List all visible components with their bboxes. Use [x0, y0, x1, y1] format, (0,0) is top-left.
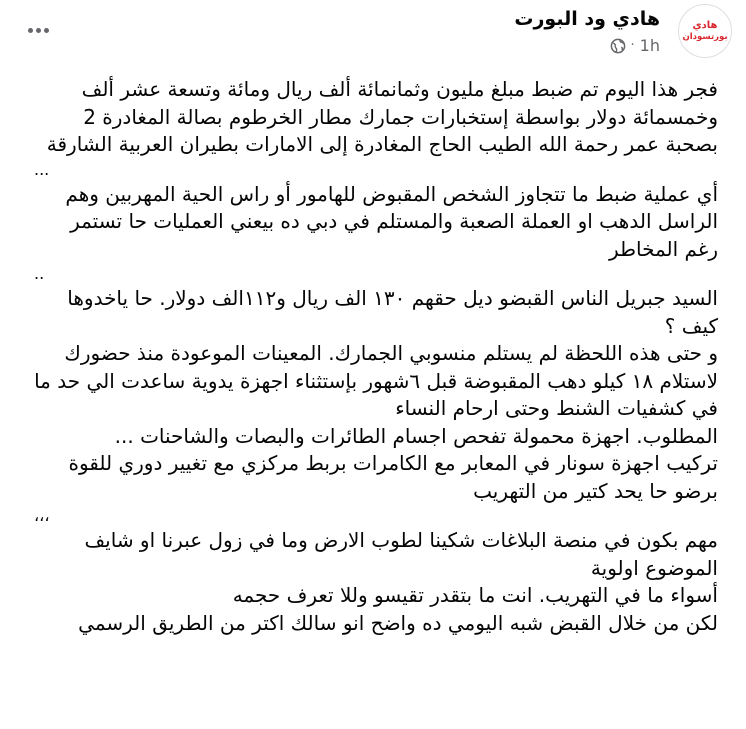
post-text: [34, 76, 718, 637]
post-paragraph: تركيب اجهزة سونار في المعابر مع الكامرات بربط مركزي مع تغيير دوري للقوة برضو حا يحد كتير من التهريب: [68, 451, 718, 503]
post-paragraph: أسواء ما في التهريب. انت ما بتقدر تقيسو وللا تعرف حجمه: [232, 583, 718, 607]
post-header: [0, 0, 746, 66]
post-meta: [514, 36, 660, 55]
post-paragraph: مهم بكون في منصة البلاغات شكينا لطوب الارض وما في زول عبرنا او شايف الموضوع اولوية: [84, 528, 718, 580]
post-paragraph: أي عملية ضبط ما تتجاوز الشخص المقبوض للهامور أو راس الحية المهربين وهم الراسل الدهب او العملة الصعبة والمستلم في دبي ده بيعني العمليات حا تستمر رغم المخاطر: [65, 181, 718, 261]
more-options-button[interactable]: [20, 12, 56, 48]
post-paragraph: و حتى هذه اللحظة لم يستلم منسوبي الجمارك. المعينات الموعودة منذ حضورك لاستلام ١٨ كيلو دهب المقبوضة قبل ٦شهور بإستثناء اجهزة يدوية ساعدت الي حد ما في كشفيات الشنط وحتى ارحام النساء: [34, 341, 718, 420]
author-block: [514, 6, 660, 55]
author-name[interactable]: هادي ود البورت: [514, 8, 660, 30]
post-separator: ،،،: [34, 506, 50, 525]
post-paragraph: لكن من خلال القبض شبه اليومي ده واضح انو سالك اكتر من الطريق الرسمي: [78, 610, 718, 635]
post-paragraph: فجر هذا اليوم تم ضبط مبلغ مليون وثمانمائة ألف ريال ومائة وتسعة عشر ألف وخمسمائة دولار بواسطة إستخبارات جمارك مطار الخرطوم بصالة المغادرة 2 بصحبة عمر رحمة الله الطيب الحاج المغادرة إلى الامارات بطيران العربية الشارقة: [46, 77, 718, 156]
avatar-text-bottom: بورتسودان: [682, 31, 728, 42]
avatar[interactable]: [678, 4, 732, 58]
post-paragraph: المطلوب. اجهزة محمولة تفحص اجسام الطائرات والبصات والشاحنات ...: [114, 423, 718, 448]
post-timestamp[interactable]: 1h: [639, 36, 660, 55]
post-paragraph: السيد جبريل الناس القبضو ديل حقهم ١٣٠ الف ريال و١١٢الف دولار. حا ياخدوها كيف ؟: [67, 286, 718, 338]
globe-icon[interactable]: [610, 38, 626, 54]
post-separator: ...: [34, 159, 50, 179]
avatar-text-top: هادي: [692, 19, 718, 31]
post-separator: ..: [34, 264, 45, 283]
more-horizontal-icon: [28, 28, 49, 33]
meta-separator: ·: [630, 38, 635, 53]
